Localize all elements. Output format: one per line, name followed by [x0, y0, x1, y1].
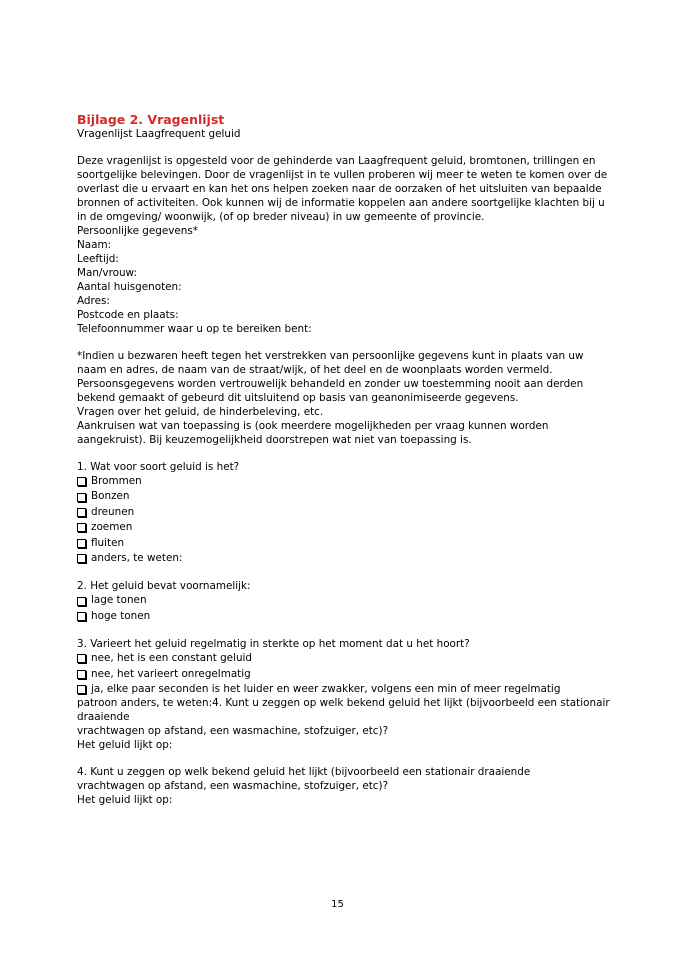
- checkbox-icon[interactable]: [77, 477, 86, 486]
- question-1-text: 1. Wat voor soort geluid is het?: [77, 461, 240, 473]
- question-3-continuation: draaiende: [77, 711, 130, 724]
- appendix-subtitle: Vragenlijst Laagfrequent geluid: [77, 128, 241, 140]
- option-label: zoemen: [91, 521, 133, 534]
- spacer: [77, 336, 617, 349]
- spacer: [77, 752, 617, 765]
- spacer: [77, 624, 617, 637]
- checkbox-icon[interactable]: [77, 523, 86, 532]
- checkbox-icon[interactable]: [77, 685, 86, 694]
- question-3-continuation: Het geluid lijkt op:: [77, 739, 173, 752]
- option-constant[interactable]: [77, 651, 617, 666]
- intro-paragraph: [77, 154, 617, 224]
- question-1: [77, 460, 617, 566]
- privacy-paragraph: [77, 349, 617, 447]
- option-label: anders, te weten:: [91, 552, 183, 565]
- field-name: Naam:: [77, 239, 112, 251]
- personal-details-heading: Persoonlijke gegevens*: [77, 225, 198, 237]
- checkbox-icon[interactable]: [77, 670, 86, 679]
- question-3: [77, 637, 617, 752]
- option-label: nee, het is een constant geluid: [91, 652, 253, 665]
- personal-details-section: [77, 224, 617, 336]
- intro-line: bronnen of activiteiten. Ook kunnen wij de informatie koppelen aan andere soortgelijke klachten bij u: [77, 197, 605, 209]
- option-zoemen[interactable]: [77, 520, 617, 535]
- checkbox-icon[interactable]: [77, 539, 86, 548]
- spacer: [77, 566, 617, 579]
- page-number: 15: [331, 899, 344, 910]
- option-lage-tonen[interactable]: [77, 593, 617, 608]
- intro-line: overlast die u ervaart en kan het ons helpen zoeken naar de oorzaken of het uitsluiten van bepaalde: [77, 183, 602, 195]
- option-label: ja, elke paar seconden is het luider en weer zwakker, volgens een min of meer regelmatig: [91, 683, 561, 696]
- question-4-answer-label: Het geluid lijkt op:: [77, 794, 173, 807]
- privacy-line: Vragen over het geluid, de hinderbeleving, etc.: [77, 406, 324, 418]
- privacy-line: bekend gemaakt of gebeurd dit uitsluitend op basis van geanonimiseerde gegevens.: [77, 392, 519, 404]
- field-postcode-city: Postcode en plaats:: [77, 309, 179, 321]
- spacer: [77, 447, 617, 460]
- question-2-text: 2. Het geluid bevat voornamelijk:: [77, 580, 251, 593]
- checkbox-icon[interactable]: [77, 654, 86, 663]
- option-dreunen[interactable]: [77, 505, 617, 520]
- option-label: dreunen: [91, 505, 135, 518]
- question-3-continuation: patroon anders, te weten:4. Kunt u zeggen op welk bekend geluid het lijkt (bijvoorbeeld een stationair: [77, 697, 610, 710]
- checkbox-icon[interactable]: [77, 554, 86, 563]
- option-regelmatig[interactable]: [77, 682, 617, 696]
- option-brommen[interactable]: [77, 474, 617, 489]
- question-4-text: vrachtwagen op afstand, een wasmachine, stofzuiger, etc)?: [77, 780, 389, 793]
- privacy-line: aangekruist). Bij keuzemogelijkheid doorstrepen wat niet van toepassing is.: [77, 434, 472, 446]
- option-hoge-tonen[interactable]: [77, 609, 617, 624]
- question-3-continuation: vrachtwagen op afstand, een wasmachine, stofzuiger, etc)?: [77, 725, 389, 738]
- option-label: Bonzen: [91, 490, 130, 503]
- question-2: [77, 579, 617, 624]
- field-phone: Telefoonnummer waar u op te bereiken bent:: [77, 323, 312, 335]
- checkbox-icon[interactable]: [77, 597, 86, 606]
- appendix-title: Bijlage 2. Vragenlijst: [77, 112, 225, 127]
- checkbox-icon[interactable]: [77, 493, 86, 502]
- option-label: fluiten: [91, 536, 125, 549]
- privacy-line: Persoonsgegevens worden vertrouwelijk behandeld en zonder uw toestemming nooit aan derden: [77, 378, 584, 390]
- intro-line: in de omgeving/ woonwijk, (of op breder niveau) in uw gemeente of provincie.: [77, 211, 485, 223]
- option-label: Brommen: [91, 475, 142, 487]
- option-onregelmatig[interactable]: [77, 667, 617, 682]
- privacy-line: Aankruisen wat van toepassing is (ook meerdere mogelijkheden per vraag kunnen worden: [77, 420, 549, 432]
- question-3-text: 3. Varieert het geluid regelmatig in sterkte op het moment dat u het hoort?: [77, 638, 470, 651]
- option-bonzen[interactable]: [77, 489, 617, 504]
- option-label: nee, het varieert onregelmatig: [91, 667, 251, 680]
- privacy-line: *Indien u bezwaren heeft tegen het verstrekken van persoonlijke gegevens kunt in plaats van uw: [77, 350, 584, 362]
- page-content: [77, 112, 617, 807]
- question-4: [77, 765, 617, 807]
- checkbox-icon[interactable]: [77, 508, 86, 517]
- spacer: [77, 141, 617, 154]
- option-label: lage tonen: [91, 594, 147, 607]
- field-address: Adres:: [77, 295, 110, 307]
- question-4-text: 4. Kunt u zeggen op welk bekend geluid het lijkt (bijvoorbeeld een stationair draaiende: [77, 766, 531, 779]
- intro-line: Deze vragenlijst is opgesteld voor de gehinderde van Laagfrequent geluid, bromtonen, trillingen en: [77, 155, 596, 167]
- option-fluiten[interactable]: [77, 536, 617, 551]
- checkbox-icon[interactable]: [77, 612, 86, 621]
- privacy-line: naam en adres, de naam van de straat/wijk, of het deel en de woonplaats worden vermeld.: [77, 364, 553, 376]
- field-gender: Man/vrouw:: [77, 267, 137, 279]
- field-housemates: Aantal huisgenoten:: [77, 281, 182, 293]
- option-anders[interactable]: [77, 551, 617, 566]
- field-age: Leeftijd:: [77, 253, 119, 265]
- intro-line: soortgelijke belevingen. Door de vragenlijst in te vullen proberen wij meer te weten te komen over de: [77, 169, 608, 181]
- option-label: hoge tonen: [91, 609, 151, 622]
